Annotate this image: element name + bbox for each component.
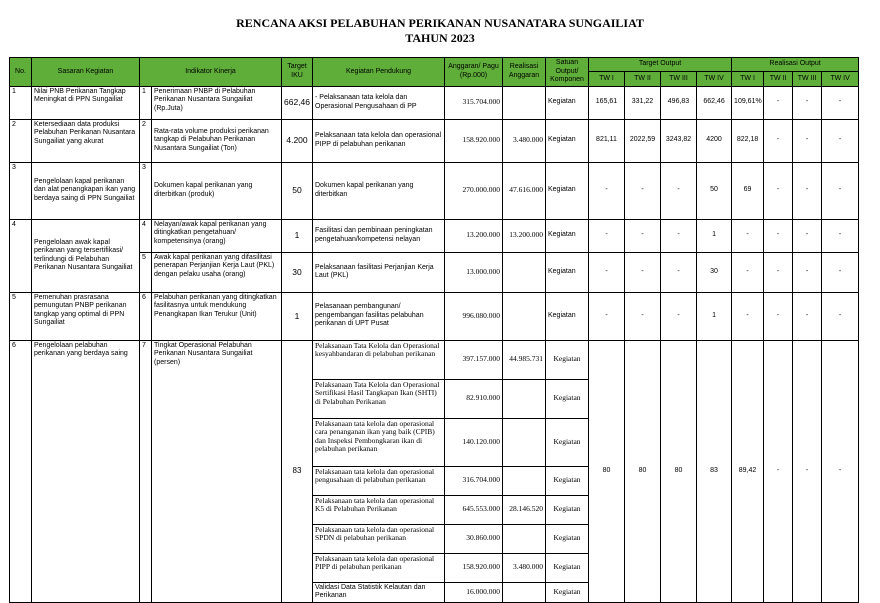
row-target-tw2: 331,22 — [625, 86, 661, 119]
sub-kegiatan: Pelaksanaan tata kelola dan operasional K5 di Pelabuhan Perikanan — [313, 495, 445, 524]
row-real-tw3: - — [793, 219, 822, 252]
sub-satuan: Kegiatan — [546, 379, 589, 418]
row-target-tw3: 496,83 — [661, 86, 697, 119]
row-real-tw2: - — [764, 340, 793, 602]
row-indikator-no: 6 — [140, 292, 152, 340]
row-real-tw4: - — [822, 292, 859, 340]
sub-kegiatan: Pelaksanaan Tata Kelola dan Operasional Sertifikasi Hasil Tangkapan Ikan (SHTI) di Pelabuhan Perikanan — [313, 379, 445, 418]
row-satuan: Kegiatan — [546, 219, 589, 252]
row-kegiatan: - Pelaksanaan tata kelola dan Operasional Pengusahaan di PP — [313, 86, 445, 119]
header-real-tw3: TW III — [793, 72, 822, 86]
row-real-tw2: - — [764, 119, 793, 162]
row-target-tw4: 1 — [697, 219, 732, 252]
sub-anggaran: 158.920.000 — [445, 553, 503, 582]
row-real-tw4: - — [822, 252, 859, 292]
row-target-iku: 50 — [282, 162, 313, 219]
row-no: 1 — [10, 86, 32, 119]
header-real-tw2: TW II — [764, 72, 793, 86]
row-real-tw2: - — [764, 219, 793, 252]
header-target-iku: Target IKU — [282, 58, 313, 87]
row-target-tw3: - — [661, 252, 697, 292]
row-target-tw1: 165,61 — [589, 86, 625, 119]
row-no: 4 — [10, 219, 32, 292]
row-sasaran: Pengelolaan awak kapal perikanan yang tersertifikasi/ terlindungi di Pelabuhan Perikanan Nusantara Sungailiat — [32, 219, 140, 292]
row-target-tw4: 4200 — [697, 119, 732, 162]
sub-satuan: Kegiatan — [546, 582, 589, 602]
row-satuan: Kegiatan — [546, 119, 589, 162]
sub-realisasi: 3.480.000 — [503, 553, 546, 582]
row-target-tw3: - — [661, 292, 697, 340]
row-real-tw1: 109,61% — [732, 86, 764, 119]
row-realisasi — [503, 252, 546, 292]
row-target-tw3: 80 — [661, 340, 697, 602]
row-target-tw4: 30 — [697, 252, 732, 292]
row-kegiatan: Pelaksanaan tata kelola dan operasional PIPP di pelabuhan perikanan — [313, 119, 445, 162]
table-row — [10, 162, 859, 219]
sub-satuan: Kegiatan — [546, 524, 589, 553]
sub-realisasi: 28.146.520 — [503, 495, 546, 524]
row-target-tw3: - — [661, 219, 697, 252]
row-anggaran: 158.920.000 — [445, 119, 503, 162]
header-real-tw4: TW IV — [822, 72, 859, 86]
row-target-tw2: - — [625, 162, 661, 219]
sub-anggaran: 30.860.000 — [445, 524, 503, 553]
sub-realisasi — [503, 582, 546, 602]
row-target-iku: 83 — [282, 340, 313, 602]
sub-kegiatan: Pelaksanaan tata kelola dan operasional pengusahaan di pelabuhan perikanan — [313, 466, 445, 495]
header-no: No. — [10, 58, 32, 87]
row-indikator: Tingkat Operasional Pelabuhan Perikanan Nusantara Sungailiat (persen) — [152, 340, 282, 602]
sub-realisasi — [503, 379, 546, 418]
row-sasaran: Nilai PNB Perikanan Tangkap Meningkat di PPN Sungailiat — [32, 86, 140, 119]
row-sasaran: Pengelolaan pelabuhan perikanan yang berdaya saing — [32, 340, 140, 602]
header-target-tw3: TW III — [661, 72, 697, 86]
sub-kegiatan: Pelaksanaan tata kelola dan operasional PIPP di pelabuhan perikanan — [313, 553, 445, 582]
rencana-aksi-table — [9, 57, 859, 603]
row-target-tw2: - — [625, 292, 661, 340]
row-target-iku: 662,46 — [282, 86, 313, 119]
table-row — [10, 86, 859, 119]
row-indikator-no: 3 — [140, 162, 152, 219]
sub-kegiatan: Pelaksanaan tata kelola dan operasional SPDN di pelabuhan perikanan — [313, 524, 445, 553]
row-target-tw4: 50 — [697, 162, 732, 219]
row-real-tw3: - — [793, 340, 822, 602]
document-title: RENCANA AKSI PELABUHAN PERIKANAN NUSANATARA SUNGAILIAT — [236, 16, 644, 30]
row-target-tw4: 1 — [697, 292, 732, 340]
sub-realisasi — [503, 418, 546, 466]
row-realisasi: 13.200.000 — [503, 219, 546, 252]
row-real-tw4: - — [822, 162, 859, 219]
row-real-tw3: - — [793, 119, 822, 162]
row-indikator-no: 2 — [140, 119, 152, 162]
header-indikator: Indikator Kinerja — [140, 58, 282, 87]
row-no: 3 — [10, 162, 32, 219]
row-anggaran: 270.000.000 — [445, 162, 503, 219]
row-indikator: Dokumen kapal perikanan yang diterbitkan (produk) — [152, 162, 282, 219]
sub-satuan: Kegiatan — [546, 466, 589, 495]
row-no: 5 — [10, 292, 32, 340]
row-real-tw4: - — [822, 86, 859, 119]
row-satuan: Kegiatan — [546, 292, 589, 340]
row-real-tw2: - — [764, 162, 793, 219]
sub-realisasi: 44.985.731 — [503, 340, 546, 379]
row-indikator: Nelayan/awak kapal perikanan yang ditingkatkan pengetahuan/ kompetensinya (orang) — [152, 219, 282, 252]
row-indikator: Rata-rata volume produksi perikanan tangkap di Pelabuhan Perikanan Nusantara Sungailiat (Ton) — [152, 119, 282, 162]
row-real-tw3: - — [793, 292, 822, 340]
row-target-tw1: - — [589, 219, 625, 252]
row-target-tw2: 2022,59 — [625, 119, 661, 162]
header-sasaran: Sasaran Kegiatan — [32, 58, 140, 87]
row-real-tw4: - — [822, 219, 859, 252]
sub-anggaran: 82.910.000 — [445, 379, 503, 418]
row-kegiatan: Dokumen kapal perikanan yang diterbitkan — [313, 162, 445, 219]
row-sasaran: Pemenuhan prasrasana pemungutan PNBP perikanan tangkap yang optimal di PPN Sungailiat — [32, 292, 140, 340]
row-satuan: Kegiatan — [546, 86, 589, 119]
table-row — [10, 119, 859, 162]
header-kegiatan: Kegiatan Pendukung — [313, 58, 445, 87]
row-no: 2 — [10, 119, 32, 162]
row-target-iku: 4.200 — [282, 119, 313, 162]
row-target-tw1: 80 — [589, 340, 625, 602]
row-target-tw3: - — [661, 162, 697, 219]
sub-anggaran: 140.120.000 — [445, 418, 503, 466]
row-target-tw4: 83 — [697, 340, 732, 602]
header-realisasi-anggaran: Realisasi Anggaran — [503, 58, 546, 87]
row-real-tw3: - — [793, 86, 822, 119]
row-realisasi — [503, 86, 546, 119]
header-target-tw2: TW II — [625, 72, 661, 86]
sub-anggaran: 16.000.000 — [445, 582, 503, 602]
row-target-tw1: - — [589, 292, 625, 340]
sub-anggaran: 316.704.000 — [445, 466, 503, 495]
row-kegiatan: Fasilitasi dan pembinaan peningkatan pengetahuan/kompetensi nelayan — [313, 219, 445, 252]
row-kegiatan: Pelasanaan pembangunan/ pengembangan fasilitas pelabuhan perikanan di UPT Pusat — [313, 292, 445, 340]
row-realisasi: 47.616.000 — [503, 162, 546, 219]
row-real-tw3: - — [793, 252, 822, 292]
header-satuan: Satuan Output/ Komponen — [546, 58, 589, 87]
sub-satuan: Kegiatan — [546, 340, 589, 379]
row-real-tw4: - — [822, 119, 859, 162]
table-row — [10, 292, 859, 340]
row-target-tw1: - — [589, 162, 625, 219]
table-row — [10, 219, 859, 252]
sub-kegiatan: Pelaksanaan tata kelola dan operasional cara penanganan ikan yang baik (CPIB) dan Inspeksi Pembongkaran ikan di pelabuhan perikanan — [313, 418, 445, 466]
row-target-tw2: 80 — [625, 340, 661, 602]
header-target-output: Target Output — [589, 58, 732, 72]
header-realisasi-output: Realisasi Output — [732, 58, 859, 72]
row-indikator-no: 7 — [140, 340, 152, 602]
row-target-tw1: - — [589, 252, 625, 292]
row-satuan: Kegiatan — [546, 252, 589, 292]
row-target-iku: 1 — [282, 219, 313, 252]
sub-anggaran: 397.157.000 — [445, 340, 503, 379]
row-anggaran: 996.080.000 — [445, 292, 503, 340]
row-real-tw2: - — [764, 252, 793, 292]
row-no: 6 — [10, 340, 32, 602]
row-real-tw1: - — [732, 292, 764, 340]
row-real-tw3: - — [793, 162, 822, 219]
row-real-tw4: - — [822, 340, 859, 602]
header-anggaran: Anggaran/ Pagu (Rp.000) — [445, 58, 503, 87]
header-target-tw1: TW I — [589, 72, 625, 86]
row-target-iku: 30 — [282, 252, 313, 292]
row-kegiatan: Pelaksanaan fasilitasi Perjanjian Kerja Laut (PKL) — [313, 252, 445, 292]
sub-kegiatan: Pelaksanaan Tata Kelola dan Operasional kesyahbandaran di pelabuhan perikanan — [313, 340, 445, 379]
row-realisasi — [503, 292, 546, 340]
row-anggaran: 13.200.000 — [445, 219, 503, 252]
document-year: TAHUN 2023 — [405, 31, 475, 45]
row-indikator-no: 1 — [140, 86, 152, 119]
header-real-tw1: TW I — [732, 72, 764, 86]
row-sasaran: Ketersediaan data produksi Pelabuhan Perikanan Nusantara Sungailiat yang akurat — [32, 119, 140, 162]
row-indikator-no: 4 — [140, 219, 152, 252]
row-real-tw1: 89,42 — [732, 340, 764, 602]
sub-satuan: Kegiatan — [546, 418, 589, 466]
header-target-tw4: TW IV — [697, 72, 732, 86]
row-target-tw4: 662,46 — [697, 86, 732, 119]
row-indikator-no: 5 — [140, 252, 152, 292]
row-real-tw1: 69 — [732, 162, 764, 219]
row-indikator: Penerimaan PNBP di Pelabuhan Perikanan Nusantara Sungailiat (Rp.Juta) — [152, 86, 282, 119]
row-indikator: Awak kapal perikanan yang difasilitasi penerapan Perjanjian Kerja Laut (PKL) dengan pelaku usaha (orang) — [152, 252, 282, 292]
row-real-tw2: - — [764, 292, 793, 340]
row-sasaran: Pengelolaan kapal perikanan dan alat penangkapan ikan yang berdaya saing di PPN Sungailiat — [32, 162, 140, 219]
row-target-tw2: - — [625, 252, 661, 292]
row-target-iku: 1 — [282, 292, 313, 340]
row-anggaran: 315.704.000 — [445, 86, 503, 119]
row-target-tw1: 821,11 — [589, 119, 625, 162]
row-real-tw1: - — [732, 252, 764, 292]
row-target-tw2: - — [625, 219, 661, 252]
sub-satuan: Kegiatan — [546, 495, 589, 524]
row-real-tw2: - — [764, 86, 793, 119]
row-realisasi: 3.480.000 — [503, 119, 546, 162]
sub-realisasi — [503, 466, 546, 495]
row-satuan: Kegiatan — [546, 162, 589, 219]
table-row — [10, 340, 859, 379]
sub-satuan: Kegiatan — [546, 553, 589, 582]
sub-realisasi — [503, 524, 546, 553]
row-anggaran: 13.000.000 — [445, 252, 503, 292]
sub-anggaran: 645.553.000 — [445, 495, 503, 524]
row-real-tw1: 822,18 — [732, 119, 764, 162]
row-indikator: Pelabuhan perikanan yang ditingkatkan fasilitasnya untuk mendukung Penangkapan Ikan Terukur (Unit) — [152, 292, 282, 340]
row-real-tw1: - — [732, 219, 764, 252]
row-target-tw3: 3243,82 — [661, 119, 697, 162]
sub-kegiatan: Validasi Data Statistik Kelautan dan Perikanan — [313, 582, 445, 602]
